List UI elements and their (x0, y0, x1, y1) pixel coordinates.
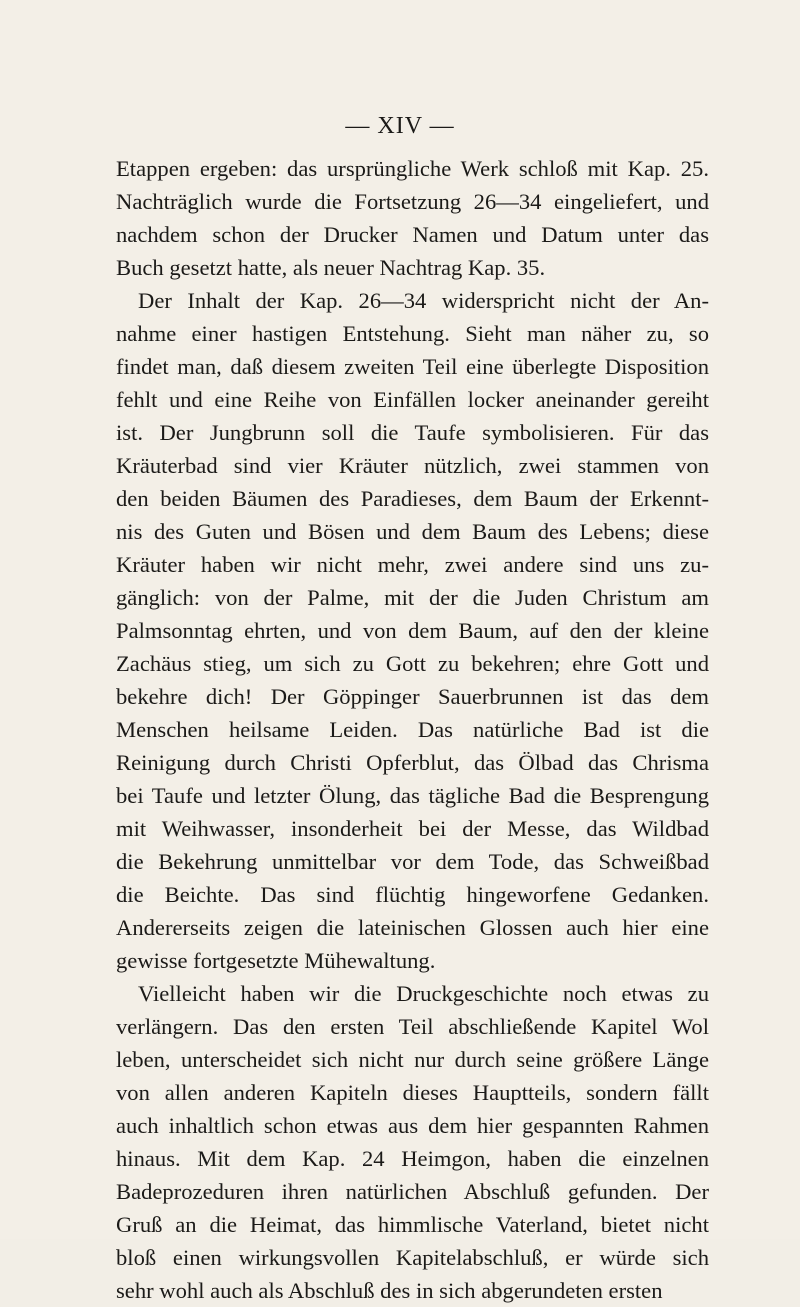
text-line: Gruß an die Heimat, das himmlische Vaterland, bietet nicht (116, 1212, 709, 1237)
text-line: nachdem schon der Drucker Namen und Datum unter das (116, 222, 709, 247)
text-line: Palmsonntag ehrten, und von dem Baum, auf den der kleine (116, 618, 709, 643)
text-line: mit Weihwasser, insonderheit bei der Messe, das Wildbad (116, 816, 709, 841)
text-line: Kräuter haben wir nicht mehr, zwei andere sind uns zu- (116, 552, 709, 577)
text-line: nis des Guten und Bösen und dem Baum des Lebens; diese (116, 519, 709, 544)
text-line: Reinigung durch Christi Opferblut, das Ölbad das Chrisma (116, 750, 709, 775)
text-line: Der Inhalt der Kap. 26—34 widerspricht nicht der An- (138, 288, 709, 313)
text-line: Menschen heilsame Leiden. Das natürliche Bad ist die (116, 717, 709, 742)
text-line: von allen anderen Kapiteln dieses Hauptteils, sondern fällt (116, 1080, 709, 1105)
text-line: fehlt und eine Reihe von Einfällen locker aneinander gereiht (116, 387, 709, 412)
text-line: sehr wohl auch als Abschluß des in sich abgerundeten ersten (116, 1278, 663, 1303)
text-line: Nachträglich wurde die Fortsetzung 26—34 eingeliefert, und (116, 189, 709, 214)
text-line: gewisse fortgesetzte Mühewaltung. (116, 948, 436, 973)
text-line: findet man, daß diesem zweiten Teil eine überlegte Disposition (116, 354, 709, 379)
text-line: nahme einer hastigen Entstehung. Sieht man näher zu, so (116, 321, 709, 346)
text-line: ist. Der Jungbrunn soll die Taufe symbolisieren. Für das (116, 420, 709, 445)
page-number: — XIV — (345, 113, 455, 139)
text-line: Etappen ergeben: das ursprüngliche Werk schloß mit Kap. 25. (116, 156, 709, 181)
text-line: Kräuterbad sind vier Kräuter nützlich, zwei stammen von (116, 453, 709, 478)
text-line: Zachäus stieg, um sich zu Gott zu bekehren; ehre Gott und (116, 651, 709, 676)
text-line: leben, unterscheidet sich nicht nur durch seine größere Länge (116, 1047, 709, 1072)
text-line: gänglich: von der Palme, mit der die Juden Christum am (116, 585, 709, 610)
text-line: hinaus. Mit dem Kap. 24 Heimgon, haben die einzelnen (116, 1146, 709, 1171)
text-line: Buch gesetzt hatte, als neuer Nachtrag Kap. 35. (116, 255, 546, 280)
text-line: bekehre dich! Der Göppinger Sauerbrunnen ist das dem (116, 684, 709, 709)
text-line: Vielleicht haben wir die Druckgeschichte noch etwas zu (138, 981, 709, 1006)
text-line: Badeprozeduren ihren natürlichen Abschluß gefunden. Der (116, 1179, 709, 1204)
text-line: bloß einen wirkungsvollen Kapitelabschluß, er würde sich (116, 1245, 709, 1270)
text-line: Andererseits zeigen die lateinischen Glossen auch hier eine (116, 915, 709, 940)
text-line: den beiden Bäumen des Paradieses, dem Baum der Erkennt- (116, 486, 709, 511)
text-line: auch inhaltlich schon etwas aus dem hier gespannten Rahmen (116, 1113, 709, 1138)
text-line: die Bekehrung unmittelbar vor dem Tode, das Schweißbad (116, 849, 709, 874)
text-line: die Beichte. Das sind flüchtig hingeworfene Gedanken. (116, 882, 709, 907)
body-text (116, 152, 709, 1307)
text-line: verlängern. Das den ersten Teil abschließende Kapitel Wol (116, 1014, 709, 1039)
text-line: bei Taufe und letzter Ölung, das tägliche Bad die Besprengung (116, 783, 709, 808)
